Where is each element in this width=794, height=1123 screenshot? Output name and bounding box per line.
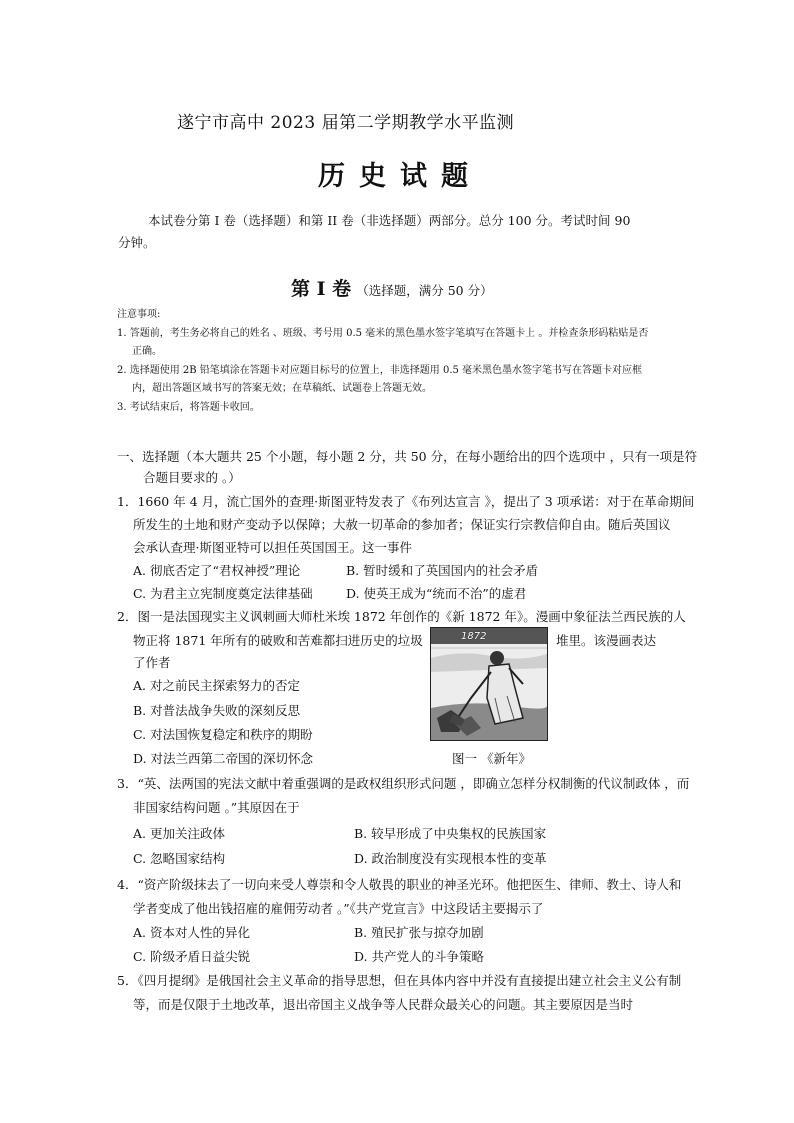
question-4-line: 4．“资产阶级抹去了一切向来受人尊崇和令人敬畏的职业的神圣光环。他把医生、律师、教士、诗人和 [117, 877, 682, 892]
question-1-line: 会承认查理·斯图亚特可以担任英国国王。这一事件 [133, 540, 412, 555]
option-a: A. 对之前民主探索努力的否定 [133, 678, 300, 693]
cartoon-year-label: 1872 [461, 631, 487, 642]
question-3-line: 非国家结构问题 。”其原因在于 [133, 800, 300, 815]
question-1-line: 1．1660 年 4 月，流亡国外的查理·斯图亚特发表了《布列达宣言 》，提出了 3 项承诺：对于在革命期间 [117, 494, 695, 509]
question-4-line: 学者变成了他出钱招雇的雇佣劳动者 。”《共产党宣言》中这段话主要揭示了 [133, 901, 544, 916]
option-d: D. 政治制度没有实现根本性的变革 [354, 851, 547, 866]
option-b: B. 较早形成了中央集权的民族国家 [354, 826, 547, 841]
option-c: C. 阶级矛盾日益尖锐 [133, 949, 251, 964]
subject-title: 历史试题 [318, 161, 482, 192]
option-c: C. 对法国恢复稳定和秩序的期盼 [133, 727, 313, 742]
notes-item: 1. 答题前，考生务必将自己的姓名 、班级、考号用 0.5 毫米的黑色墨水签字笔填写在答题卡上 。并检查条形码粘贴是否 [117, 328, 649, 339]
question-3-line: 3．“英、法两国的宪法文献中着重强调的是政权组织形式问题 ，即确立怎样分权制衡的代议制政体 ，而 [117, 776, 690, 791]
cartoon-drawing [431, 628, 547, 740]
notes-item: 内，超出答题区域书写的答案无效；在草稿纸、试题卷上答题无效。 [132, 383, 432, 394]
notes-item: 3. 考试结束后，将答题卡收回。 [117, 402, 260, 413]
cartoon-illustration [430, 627, 548, 741]
option-d: D. 使英王成为“统而不治”的虚君 [346, 586, 527, 601]
intro-line-1: 本试卷分第 I 卷（选择题）和第 II 卷（非选择题）两部分。总分 100 分。考试时间 90 [148, 213, 631, 228]
notes-heading: 注意事项: [117, 309, 161, 320]
question-2-line: 2．图一是法国现实主义讽刺画大师杜米埃 1872 年创作的《新 1872 年》。漫画中象征法兰西民族的人 [117, 609, 686, 624]
option-b: B. 殖民扩张与掠夺加剧 [354, 925, 484, 940]
section-title: 第 Ⅰ 卷 [291, 278, 352, 300]
part-one-line-2: 合题目要求的 。） [143, 470, 241, 485]
section-heading [291, 274, 493, 301]
option-c: C. 忽略国家结构 [133, 851, 226, 866]
question-2-line: 堆里。该漫画表达 [556, 633, 657, 648]
option-a: A. 彻底否定了“君权神授”理论 [133, 563, 301, 578]
option-a: A. 更加关注政体 [133, 826, 225, 841]
question-1-line: 所发生的土地和财产变动予以保障；大赦一切革命的参加者；保证实行宗教信仰自由。随后英国议 [133, 517, 671, 532]
question-2-line: 了作者 [133, 655, 171, 670]
part-one-line-1: 一、选择题（本大题共 25 个小题，每小题 2 分，共 50 分，在每小题给出的四个选项中 ，只有一项是符 [117, 449, 698, 464]
option-b: B. 对普法战争失败的深刻反思 [133, 703, 301, 718]
option-a: A. 资本对人性的异化 [133, 925, 250, 940]
option-d: D. 对法兰西第二帝国的深切怀念 [133, 751, 314, 766]
question-5-line: 5．《四月提纲》是俄国社会主义革命的指导思想，但在具体内容中并没有直接提出建立社会主义公有制 [117, 973, 682, 988]
option-c: C. 为君主立宪制度奠定法律基础 [133, 586, 313, 601]
question-5-line: 等，而是仅限于土地改革，退出帝国主义战争等人民群众最关心的问题。其主要原因是当时 [133, 997, 634, 1012]
section-subtitle: （选择题，满分 50 分） [356, 283, 493, 298]
notes-item: 2. 选择题使用 2B 铅笔填涂在答题卡对应题目标号的位置上，非选择题用 0.5 毫米黑色墨水签字笔书写在答题卡对应框 [117, 365, 643, 376]
notes-item: 正确。 [132, 346, 162, 357]
option-b: B. 暂时缓和了英国国内的社会矛盾 [346, 563, 539, 578]
figure-caption: 图一 《新年》 [452, 751, 531, 766]
question-2-line: 物正将 1871 年所有的破败和苦难都扫进历史的垃圾 [133, 633, 423, 648]
option-d: D. 共产党人的斗争策略 [354, 949, 485, 964]
exam-title: 遂宁市高中 2023 届第二学期教学水平监测 [177, 113, 515, 133]
intro-line-2: 分钟。 [118, 235, 156, 250]
